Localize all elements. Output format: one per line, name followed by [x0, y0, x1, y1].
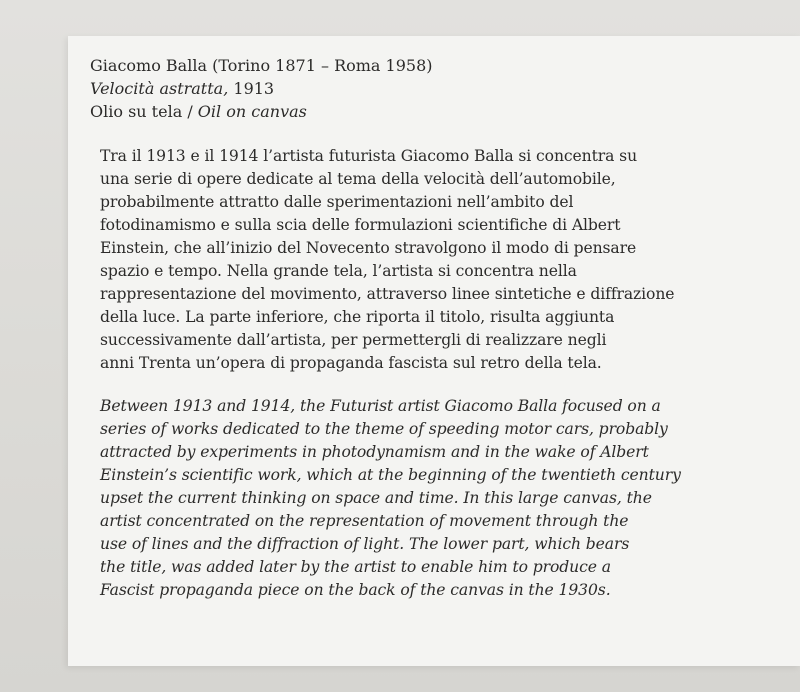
english-line: the title, was added later by the artist to enable him to produce a: [100, 558, 611, 576]
museum-wall-label: [68, 36, 800, 666]
italian-line: probabilmente attratto dalle sperimentazioni nell’ambito del: [100, 193, 574, 211]
artwork-caption: [90, 54, 790, 123]
italian-line: Tra il 1913 e il 1914 l’artista futurista Giacomo Balla si concentra su: [100, 147, 638, 165]
english-description: [100, 395, 790, 602]
english-line: artist concentrated on the representation of movement through the: [100, 512, 629, 530]
italian-description: [100, 145, 790, 375]
italian-line: una serie di opere dedicate al tema della velocità dell’automobile,: [100, 170, 616, 188]
artwork-title: Velocità astratta,: [90, 79, 229, 98]
artwork-year: 1913: [228, 79, 275, 98]
english-line: Einstein’s scientific work, which at the beginning of the twentieth century: [100, 466, 681, 484]
italian-line: della luce. La parte inferiore, che riporta il titolo, risulta aggiunta: [100, 308, 615, 326]
italian-line: rappresentazione del movimento, attraverso linee sintetiche e diffrazione: [100, 285, 675, 303]
label-text-area: [90, 54, 790, 602]
medium-line: [90, 100, 790, 123]
english-line: attracted by experiments in photodynamism and in the wake of Albert: [100, 443, 649, 461]
medium-italian: Olio su tela /: [90, 102, 198, 121]
artist-line: Giacomo Balla (Torino 1871 – Roma 1958): [90, 56, 433, 75]
english-line: series of works dedicated to the theme of speeding motor cars, probably: [100, 420, 668, 438]
english-line: upset the current thinking on space and time. In this large canvas, the: [100, 489, 652, 507]
medium-english: Oil on canvas: [197, 102, 307, 121]
english-line: Fascist propaganda piece on the back of the canvas in the 1930s.: [100, 581, 611, 599]
english-line: use of lines and the diffraction of light. The lower part, which bears: [100, 535, 630, 553]
italian-line: spazio e tempo. Nella grande tela, l’artista si concentra nella: [100, 262, 577, 280]
italian-line: Einstein, che all’inizio del Novecento stravolgono il modo di pensare: [100, 239, 637, 257]
italian-line: successivamente dall’artista, per permettergli di realizzare negli: [100, 331, 607, 349]
english-line: Between 1913 and 1914, the Futurist artist Giacomo Balla focused on a: [100, 397, 661, 415]
italian-line: fotodinamismo e sulla scia delle formulazioni scientifiche di Albert: [100, 216, 621, 234]
italian-line: anni Trenta un’opera di propaganda fascista sul retro della tela.: [100, 354, 602, 372]
title-line: [90, 77, 790, 100]
